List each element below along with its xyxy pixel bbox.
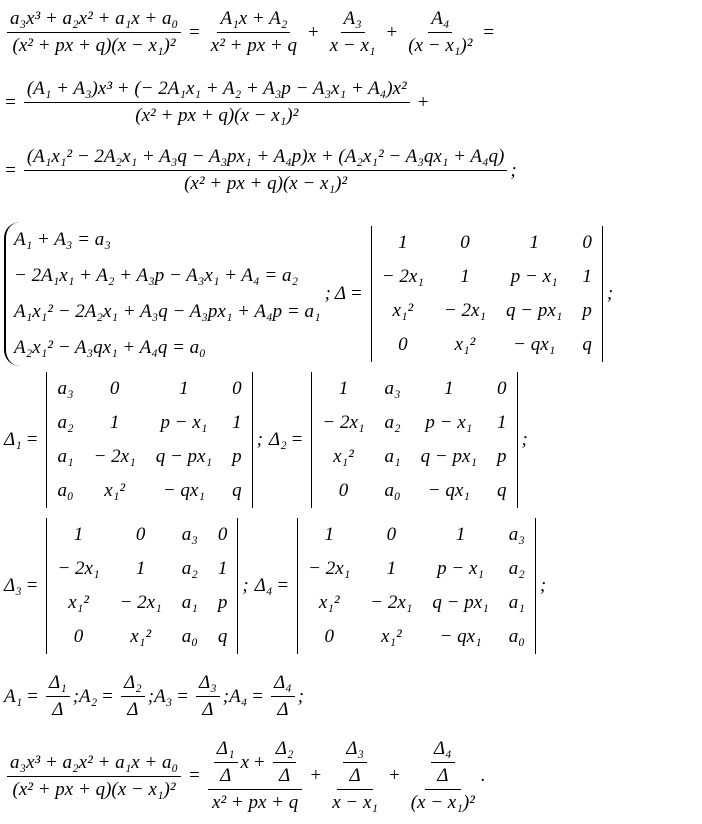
matrix-cell: p − x₁ xyxy=(425,412,473,433)
matrix-cell: x₁² xyxy=(333,446,354,467)
term-a3: $\frac{\text{A₃}}{\text{x − x₁}}$ xyxy=(329,8,376,56)
matrix-cell: p xyxy=(582,300,592,321)
matrix-cell: − 2x₁ xyxy=(93,446,136,467)
determinant-delta1 xyxy=(46,372,252,508)
coeff-a3-fraction: $\frac{\text{Δ₃}}{\Delta}$ xyxy=(196,672,220,721)
matrix-cell: − 2x₁ xyxy=(381,266,424,287)
term-a1-a2: $\frac{\text{A₁x + A₂}}{\text{x² + px + q}}$ xyxy=(210,8,298,56)
matrix-cell: a₂ xyxy=(384,412,401,433)
linear-system xyxy=(4,222,321,366)
matrix-row xyxy=(312,372,516,406)
matrix-cell: 0 xyxy=(109,378,120,399)
matrix-row xyxy=(47,440,251,474)
matrix-row xyxy=(298,586,535,620)
matrix-row xyxy=(372,226,602,260)
matrix-cell: 1 xyxy=(338,378,349,399)
matrix-cell: a₁ xyxy=(181,592,198,613)
matrix-row xyxy=(372,260,602,294)
matrix-cell: 1 xyxy=(582,266,592,287)
matrix-cell: 0 xyxy=(135,524,146,545)
coeff-a4-fraction: $\frac{\text{Δ₄}}{\Delta}$ xyxy=(271,672,295,721)
matrix-row xyxy=(47,552,237,586)
final-term-2: $\frac{\frac{\text{Δ₃}}{\Delta}}{\text{x − x₁}}$ xyxy=(332,738,378,813)
matrix-row xyxy=(312,474,516,508)
matrix-cell: a₃ xyxy=(181,524,198,545)
matrix-cell: q xyxy=(497,480,507,501)
matrix-cell: q xyxy=(232,480,242,501)
matrix-row xyxy=(298,620,535,654)
coeff-a2-fraction: $\frac{\text{Δ₂}}{\Delta}$ xyxy=(121,672,145,721)
determinant-delta2 xyxy=(311,372,517,508)
matrix-cell: x₁² xyxy=(318,592,340,613)
matrix-row xyxy=(47,620,237,654)
matrix-cell: a₃ xyxy=(508,524,525,545)
matrix-cell: − 2x₁ xyxy=(119,592,162,613)
matrix-row xyxy=(47,518,237,552)
matrix-cell: a₀ xyxy=(181,626,198,647)
matrix-cell: a₀ xyxy=(57,480,74,501)
system-row: A₁ + A₃ = a₃ xyxy=(14,229,111,250)
matrix-cell: a₀ xyxy=(508,626,525,647)
determinant-delta3 xyxy=(46,518,238,654)
matrix-cell: − 2x₁ xyxy=(443,300,487,321)
matrix-cell: x₁² xyxy=(130,626,152,647)
matrix-cell: 0 xyxy=(582,232,592,253)
matrix-cell: x₁² xyxy=(104,480,126,501)
matrix-cell: 1 xyxy=(497,412,507,433)
final-term-1: $\frac{\text{Δ₁}}{\Delta}$ x + $\frac{\text{Δ₂}}{\Delta}$ x² + px + q xyxy=(208,738,303,814)
matrix-cell: 0 xyxy=(324,626,334,647)
matrix-cell: 1 xyxy=(398,232,408,253)
matrix-cell: x₁² xyxy=(392,300,414,321)
matrix-cell: − 2x₁ xyxy=(57,558,100,579)
matrix-cell: − qx₁ xyxy=(162,480,205,501)
matrix-row xyxy=(298,518,535,552)
matrix-cell: 0 xyxy=(398,334,408,355)
system-row: A₂x₁² − A₃qx₁ + A₄q = a₀ xyxy=(14,337,206,358)
matrix-cell: q − px₁ xyxy=(155,446,213,467)
matrix-cell: 1 xyxy=(324,524,334,545)
matrix-cell: q xyxy=(217,626,228,647)
matrix-cell: p − x₁ xyxy=(510,266,558,287)
matrix-cell: 1 xyxy=(217,558,228,579)
matrix-cell: q xyxy=(582,334,592,355)
matrix-cell: 1 xyxy=(179,378,189,399)
matrix-row xyxy=(312,406,516,440)
matrix-cell: − qx₁ xyxy=(427,480,470,501)
matrix-row xyxy=(312,440,516,474)
matrix-row xyxy=(298,552,535,586)
matrix-cell: x₁² xyxy=(68,592,89,613)
matrix-cell: x₁² xyxy=(454,334,476,355)
matrix-cell: p − x₁ xyxy=(160,412,208,433)
matrix-cell: q − px₁ xyxy=(432,592,489,613)
matrix-cell: a₃ xyxy=(384,378,401,399)
matrix-cell: p xyxy=(232,446,242,467)
matrix-cell: a₁ xyxy=(508,592,525,613)
matrix-cell: 0 xyxy=(460,232,470,253)
matrix-cell: 0 xyxy=(232,378,242,399)
matrix-cell: p − x₁ xyxy=(437,558,485,579)
matrix-cell: p xyxy=(497,446,507,467)
matrix-cell: − qx₁ xyxy=(439,626,482,647)
matrix-row xyxy=(47,372,251,406)
equation-partial-fractions: $\frac{\text{a₃x³ + a₂x² + a₁x + a₀}}{\text{(x² + px + q)(x − x₁)²}}$ = $\frac{\text{A₁x + A₂}}{\text{x² + px + q}}$ + $\frac{\text{A₃}}{\text{x − x₁}}$ + $\frac{\text{A₄}}{\text{(x − x₁)²}}$ = xyxy=(4,8,499,57)
matrix-cell: − 2x₁ xyxy=(308,558,351,579)
lhs-fraction: $\frac{\text{a₃x³ + a₂x² + a₁x + a₀}}{\text{(x² + px + q)(x − x₁)²}}$ xyxy=(7,8,181,57)
matrix-row xyxy=(372,294,602,328)
matrix-cell: p xyxy=(217,592,228,613)
matrix-cell: 0 xyxy=(386,524,397,545)
matrix-row xyxy=(372,328,602,362)
matrix-cell: a₃ xyxy=(57,378,74,399)
determinant-delta xyxy=(371,226,603,362)
equation-system: A₁ + A₃ = a₃ − 2A₁x₁ + A₂ + A₃p − A₃x₁ + A₄ = a₂ A₁x₁² − 2A₂x₁ + A₃q − A₃px₁ + A₄p = a₁ A₂x₁² − A₃qx₁ + A₄q = a₀ ; Δ = 1 0 1 0 − 2x₁ 1 p − x₁ 1 x₁² − 2x₁ q − px₁ p 0 x₁² − qx₁ q ; xyxy=(4,222,613,366)
expanded-fraction-2: $\frac{\text{(A₁x₁² − 2A₂x₁ + A₃q − A₃px₁ + A₄p)x + (A₂x₁² − A₃qx₁ + A₄q)}}{\text{(x² + px + q)(x − x₁)²}}$ xyxy=(24,146,508,195)
matrix-cell: − 2x₁ xyxy=(370,592,413,613)
equation-final: $\frac{\text{a₃x³ + a₂x² + a₁x + a₀}}{\text{(x² + px + q)(x − x₁)²}}$ = $\frac{\text{Δ₁}}{\Delta}$ x + $\frac{\text{Δ₂}}{\Delta}$ x² + px + q + $\frac{\frac{\text{Δ₃}}{\Delta}}{\text{x − x₁}}$ + $\frac{\frac{\text{Δ₄}}{\Delta}}{\text{(x − x₁)²}}$ . xyxy=(4,738,486,814)
matrix-cell: a₀ xyxy=(384,480,401,501)
matrix-cell: 1 xyxy=(455,524,466,545)
term-a4: $\frac{\text{A₄}}{\text{(x − x₁)²}}$ xyxy=(408,8,473,56)
final-lhs-fraction: $\frac{\text{a₃x³ + a₂x² + a₁x + a₀}}{\text{(x² + px + q)(x − x₁)²}}$ xyxy=(7,752,181,801)
matrix-cell: 1 xyxy=(529,232,539,253)
matrix-cell: 1 xyxy=(135,558,146,579)
matrix-cell: a₂ xyxy=(57,412,74,433)
matrix-row xyxy=(47,406,251,440)
matrix-row xyxy=(47,474,251,508)
matrix-cell: 1 xyxy=(444,378,454,399)
matrix-cell: q − px₁ xyxy=(420,446,478,467)
expanded-fraction-1: $\frac{\text{(A₁ + A₃)x³ + (− 2A₁x₁ + A₂ + A₃p − A₃x₁ + A₄)x²}}{\text{(x² + px + q)(x − x₁)²}}$ xyxy=(24,78,410,127)
equation-coefficients: A₁ = $\frac{\text{Δ₁}}{\Delta}$ ; A₂ = $\frac{\text{Δ₂}}{\Delta}$ ; A₃ = $\frac{\text{Δ₃}}{\Delta}$ ; A₄ = $\frac{\text{Δ₄}}{\Delta}$ ; xyxy=(4,672,305,720)
matrix-cell: x₁² xyxy=(380,626,402,647)
matrix-cell: a₂ xyxy=(181,558,198,579)
matrix-cell: 0 xyxy=(497,378,507,399)
matrix-cell: 0 xyxy=(338,480,349,501)
matrix-cell: 0 xyxy=(73,626,84,647)
equation-expanded-1: = $\frac{\text{(A₁ + A₃)x³ + (− 2A₁x₁ + A₂ + A₃p − A₃x₁ + A₄)x²}}{\text{(x² + px + q)(x − x₁)²}}$ + xyxy=(4,78,429,126)
matrix-cell: − qx₁ xyxy=(513,334,556,355)
equation-delta3-delta4: Δ₃ = 1 0 a₃ 0 − 2x₁ 1 a₂ 1 x₁² − 2x₁ a₁ p 0 x₁² a₀ q ; Δ₄ = 1 0 1 a₃ − 2x₁ 1 p − x₁ a₂ x₁² − 2x₁ q − px₁ a₁ 0 x₁² − qx₁ a₀ ; xyxy=(4,518,546,654)
matrix-cell: 1 xyxy=(109,412,120,433)
matrix-cell: a₁ xyxy=(384,446,401,467)
equation-expanded-2: = $\frac{\text{(A₁x₁² − 2A₂x₁ + A₃q − A₃px₁ + A₄p)x + (A₂x₁² − A₃qx₁ + A₄q)}}{\text{(x² + px + q)(x − x₁)²}}$ ; xyxy=(4,146,517,194)
final-term-3: $\frac{\frac{\text{Δ₄}}{\Delta}}{\text{(x − x₁)²}}$ xyxy=(410,738,475,813)
system-row: A₁x₁² − 2A₂x₁ + A₃q − A₃px₁ + A₄p = a₁ xyxy=(14,301,321,322)
determinant-delta4 xyxy=(297,518,536,654)
matrix-cell: 1 xyxy=(232,412,242,433)
equation-delta1-delta2: Δ₁ = a₃ 0 1 0 a₂ 1 p − x₁ 1 a₁ − 2x₁ q − px₁ p a₀ x₁² − qx₁ q ; Δ₂ = 1 a₃ 1 0 − 2x₁ a₂ p − x₁ 1 x₁² a₁ q − px₁ p 0 a₀ − qx₁ q ; xyxy=(4,372,528,508)
coeff-a1-fraction: $\frac{\text{Δ₁}}{\Delta}$ xyxy=(46,672,70,721)
matrix-cell: a₂ xyxy=(508,558,525,579)
matrix-cell: a₁ xyxy=(57,446,74,467)
matrix-cell: − 2x₁ xyxy=(322,412,365,433)
matrix-cell: 1 xyxy=(73,524,84,545)
matrix-row xyxy=(47,586,237,620)
matrix-cell: 1 xyxy=(460,266,470,287)
matrix-cell: 1 xyxy=(386,558,397,579)
matrix-cell: q − px₁ xyxy=(506,300,563,321)
matrix-cell: 0 xyxy=(217,524,228,545)
system-row: − 2A₁x₁ + A₂ + A₃p − A₃x₁ + A₄ = a₂ xyxy=(14,265,299,286)
